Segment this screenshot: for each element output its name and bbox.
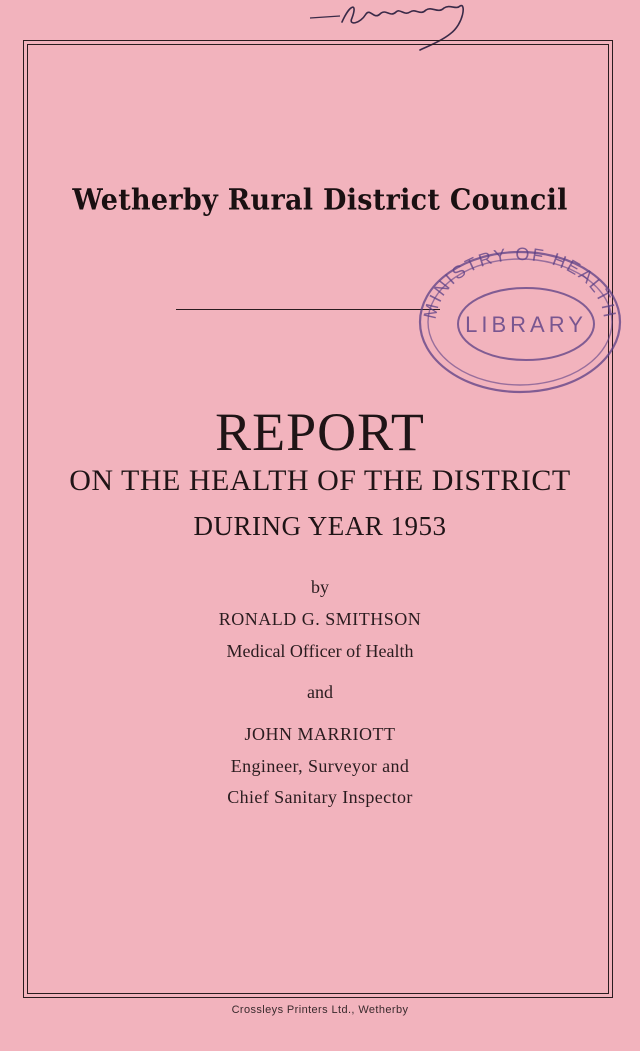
report-subtitle-line2: DURING YEAR 1953 [193, 511, 447, 541]
author1-name: RONALD G. SMITHSON [218, 609, 422, 629]
svg-text:MINISTRY OF HEALTH: MINISTRY OF HEALTH [419, 243, 621, 321]
horizontal-rule [176, 309, 440, 310]
svg-text:LIBRARY: LIBRARY [465, 312, 587, 337]
library-stamp [408, 240, 630, 395]
and-text: and [307, 682, 333, 702]
report-title: REPORT [215, 402, 425, 462]
author2-title-line1: Engineer, Surveyor and [230, 756, 410, 776]
council-heading: Wetherby Rural District Council [72, 183, 568, 218]
report-subtitle-line1: ON THE HEALTH OF THE DISTRICT [69, 464, 571, 497]
by-text: by [311, 577, 329, 597]
printer-imprint: Crossleys Printers Ltd., Wetherby [231, 1004, 409, 1016]
author1-title: Medical Officer of Health [226, 641, 414, 661]
author2-title-line2: Chief Sanitary Inspector [227, 787, 413, 807]
author2-name: JOHN MARRIOTT [244, 724, 396, 744]
